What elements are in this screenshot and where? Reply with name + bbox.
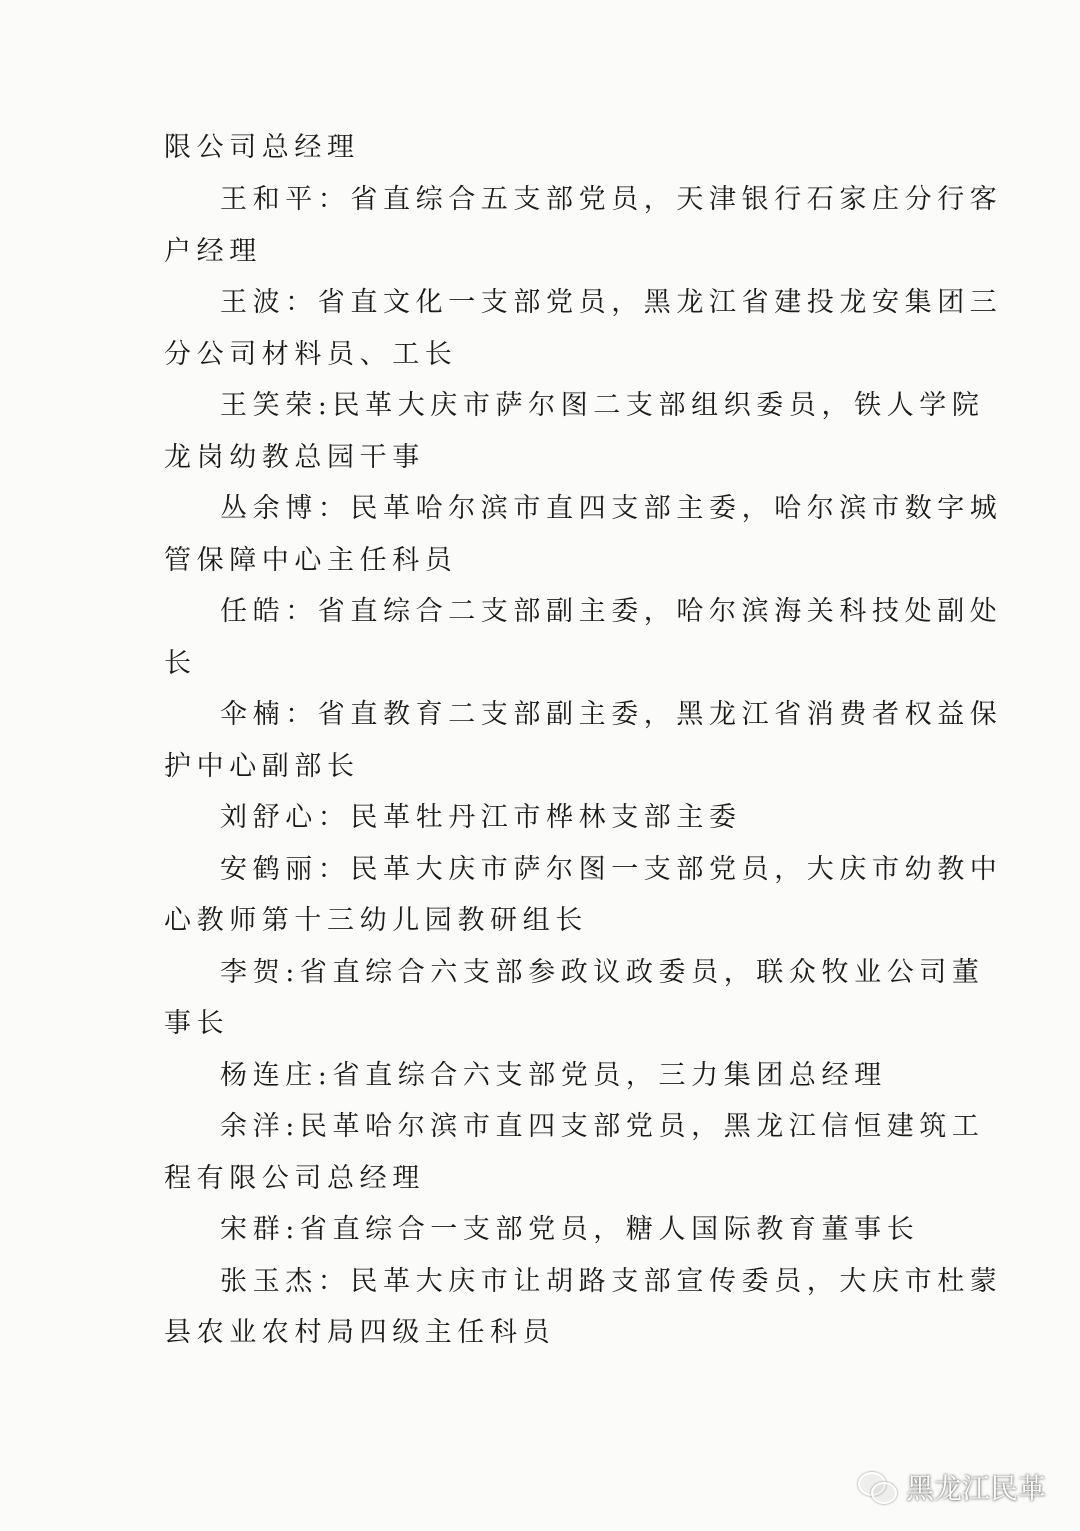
text-line: 护中心副部长: [164, 751, 360, 782]
text-line: 龙岗幼教总园干事: [164, 442, 425, 473]
text-line: 县农业农村局四级主任科员: [164, 1317, 556, 1348]
text-line: 伞楠：省直教育二支部副主委，黑龙江省消费者权益保: [220, 699, 1003, 730]
text-line: 余洋:民革哈尔滨市直四支部党员，黑龙江信恒建筑工: [220, 1111, 985, 1142]
text-line: 张玉杰：民革大庆市让胡路支部宣传委员，大庆市杜蒙: [220, 1266, 1003, 1297]
wechat-watermark: [858, 1467, 1046, 1507]
text-line: 王和平：省直综合五支部党员，天津银行石家庄分行客: [220, 184, 1003, 215]
text-line: 安鹤丽：民革大庆市萨尔图一支部党员，大庆市幼教中: [220, 854, 1003, 885]
text-line: 程有限公司总经理: [164, 1163, 425, 1194]
text-line: 杨连庄:省直综合六支部党员，三力集团总经理: [220, 1060, 887, 1091]
text-line: 限公司总经理: [164, 132, 360, 163]
text-line: 李贺:省直综合六支部参政议政委员，联众牧业公司董: [220, 957, 985, 988]
text-line: 任皓：省直综合二支部副主委，哈尔滨海关科技处副处: [220, 596, 1003, 627]
text-line: 分公司材料员、工长: [164, 339, 458, 370]
watermark-label: 黑龙江民革: [905, 1472, 1046, 1505]
text-line: 刘舒心：民革牡丹江市桦林支部主委: [220, 802, 742, 833]
text-line: 宋群:省直综合一支部党员，糖人国际教育董事长: [220, 1214, 920, 1245]
text-line: 管保障中心主任科员: [164, 545, 458, 576]
text-line: 丛余博：民革哈尔滨市直四支部主委，哈尔滨市数字城: [220, 493, 1003, 524]
text-line: 王笑荣:民革大庆市萨尔图二支部组织委员，铁人学院: [220, 390, 985, 421]
text-line: 长: [164, 648, 197, 679]
text-line: 户经理: [164, 236, 262, 267]
text-line: 事长: [164, 1008, 230, 1039]
wechat-icon: [858, 1470, 898, 1504]
text-line: 心教师第十三幼儿园教研组长: [164, 905, 588, 936]
text-line: 王波：省直文化一支部党员，黑龙江省建投龙安集团三: [220, 287, 1003, 318]
